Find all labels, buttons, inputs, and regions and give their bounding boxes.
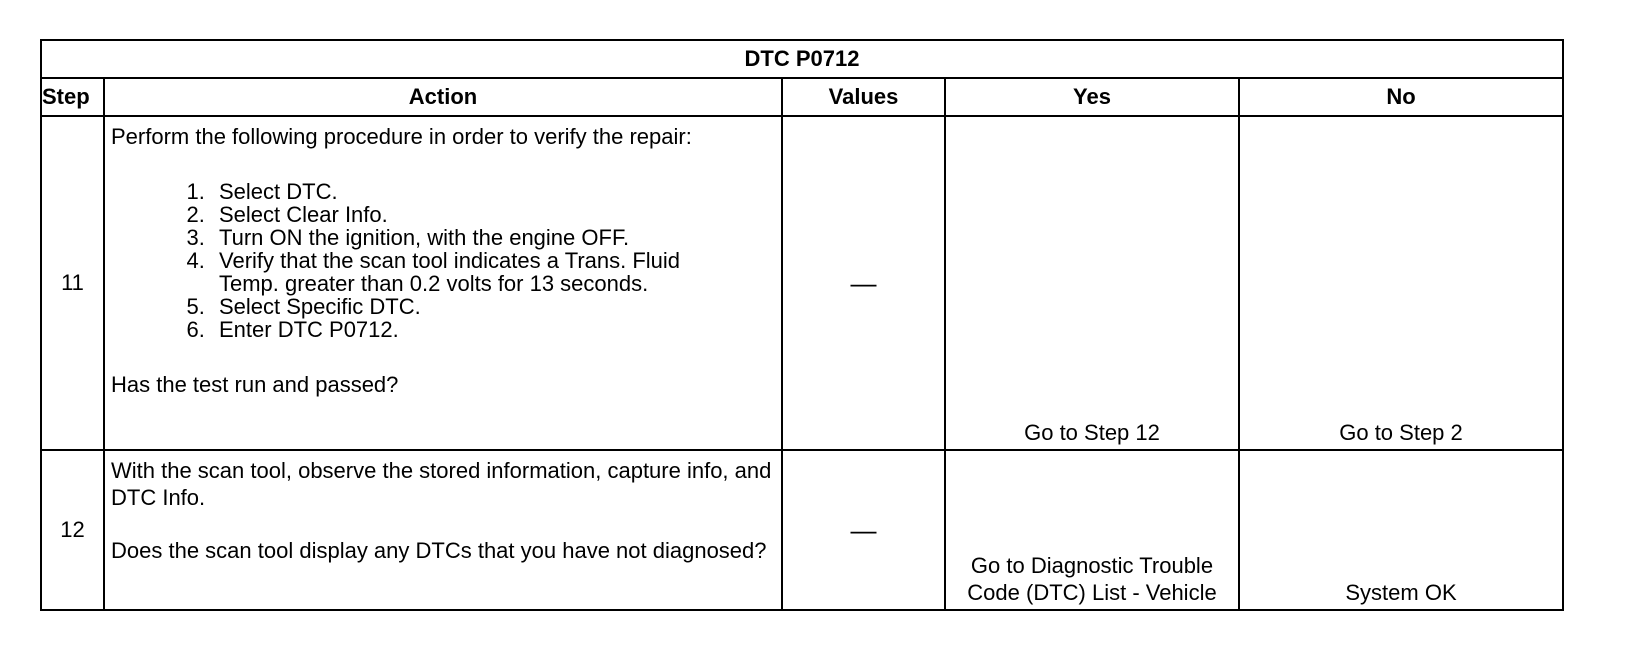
step-number: 12	[41, 450, 104, 610]
yes-cell: Go to Step 12	[945, 116, 1239, 450]
procedure-step: 1. Select DTC.	[211, 180, 777, 203]
action-intro: Perform the following procedure in order to verify the repair:	[111, 124, 692, 149]
header-row	[41, 78, 1563, 116]
action-question: Has the test run and passed?	[111, 372, 399, 397]
procedure-list	[111, 180, 777, 341]
header-yes: Yes	[945, 78, 1239, 116]
spacer	[111, 511, 777, 537]
dtc-table	[40, 39, 1564, 611]
procedure-step: 3. Turn ON the ignition, with the engine OFF.	[211, 226, 777, 249]
yes-line: Go to Diagnostic Trouble	[970, 553, 1214, 578]
values-cell: —	[782, 116, 945, 450]
action-cell	[104, 116, 782, 450]
table-row	[41, 450, 1563, 610]
no-cell: System OK	[1239, 450, 1563, 610]
procedure-step: 6. Enter DTC P0712.	[211, 318, 777, 341]
header-action: Action	[104, 78, 782, 116]
procedure-step: 4. Verify that the scan tool indicates a Trans. Fluid Temp. greater than 0.2 volts for 13 seconds.	[211, 249, 777, 295]
action-cell	[104, 450, 782, 610]
action-intro: With the scan tool, observe the stored information, capture info, and DTC Info.	[111, 458, 772, 510]
procedure-step: 5. Select Specific DTC.	[211, 295, 777, 318]
values-cell: —	[782, 450, 945, 610]
no-cell: Go to Step 2	[1239, 116, 1563, 450]
table-row	[41, 116, 1563, 450]
header-no: No	[1239, 78, 1563, 116]
yes-cell	[945, 450, 1239, 610]
header-step: Step	[41, 78, 104, 116]
step-number: 11	[41, 116, 104, 450]
action-question: Does the scan tool display any DTCs that you have not diagnosed?	[111, 538, 767, 563]
yes-line: Code (DTC) List - Vehicle	[967, 580, 1217, 605]
procedure-step: 2. Select Clear Info.	[211, 203, 777, 226]
header-values: Values	[782, 78, 945, 116]
table-title: DTC P0712	[41, 40, 1563, 78]
